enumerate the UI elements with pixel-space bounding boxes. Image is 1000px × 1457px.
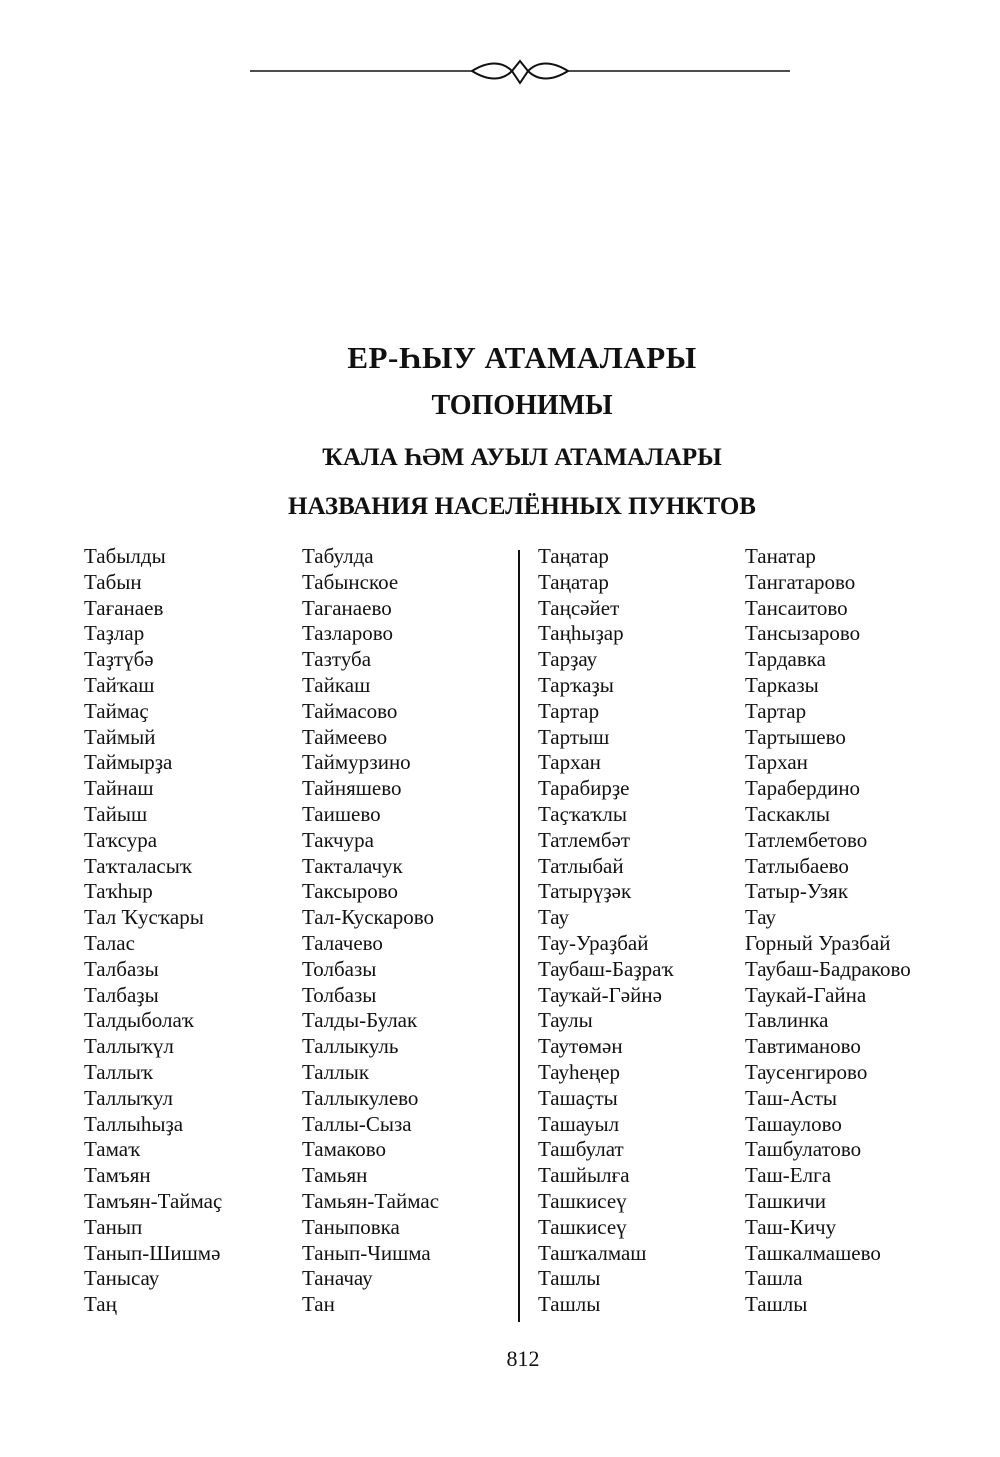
list-item: Таймаҫ xyxy=(84,698,149,723)
list-item: Таукай-Гайна xyxy=(745,982,867,1007)
list-item: Тавтиманово xyxy=(745,1034,861,1059)
list-item: Ташаҫты xyxy=(538,1085,618,1110)
list-item: Ташлы xyxy=(538,1266,601,1291)
list-item: Татлембәт xyxy=(538,827,631,852)
list-item: Талбаҙы xyxy=(84,982,159,1007)
list-item: Ташҡалмаш xyxy=(538,1240,647,1265)
list-item: Таймырҙа xyxy=(84,750,173,775)
list-item: Толбазы xyxy=(302,956,377,981)
list-item: Тайыш xyxy=(84,801,148,826)
list-item: Таш-Кичу xyxy=(745,1214,837,1239)
list-item: Таганаево xyxy=(302,595,392,620)
list-item: Таусенгирово xyxy=(745,1059,868,1084)
column-left-bashkir xyxy=(84,544,222,1318)
list-item: Таңһыҙар xyxy=(538,621,624,646)
list-item: Танысау xyxy=(84,1266,160,1291)
list-item: Тау xyxy=(745,905,777,930)
list-item: Таначау xyxy=(302,1266,373,1291)
list-item: Таллык xyxy=(302,1059,370,1084)
list-item: Тарҙау xyxy=(538,647,598,672)
list-item: Тайҡаш xyxy=(84,672,155,697)
list-item: Тазтуба xyxy=(302,647,372,672)
subtitle-bashkir: ҠАЛА ҺӘМ АУЫЛ АТАМАЛАРЫ xyxy=(322,444,722,471)
list-item: Талачево xyxy=(302,930,383,955)
list-item: Тангатарово xyxy=(745,569,856,594)
list-item: Тамьян xyxy=(302,1163,368,1188)
list-item: Тархан xyxy=(538,750,601,775)
list-item: Таллыҡ xyxy=(84,1059,153,1084)
list-item: Тарабердино xyxy=(745,776,861,801)
list-item: Таулы xyxy=(538,1008,593,1033)
list-item: Тартышево xyxy=(745,724,846,749)
column-divider xyxy=(518,550,520,1322)
list-item: Тарабирҙе xyxy=(538,776,630,801)
list-item: Ташйылға xyxy=(538,1163,630,1188)
list-item: Тамьян-Таймас xyxy=(302,1188,440,1213)
list-item: Таскаклы xyxy=(745,801,830,826)
list-item: Тайкаш xyxy=(302,672,371,697)
list-item: Талбазы xyxy=(84,956,159,981)
list-item: Тамаково xyxy=(302,1137,386,1162)
list-item: Ташауыл xyxy=(538,1111,620,1136)
list-item: Ташлы xyxy=(745,1292,808,1317)
list-item: Таҡһыр xyxy=(84,879,153,904)
list-item: Талас xyxy=(84,930,135,955)
list-item: Тартар xyxy=(538,698,600,723)
list-item: Таймурзино xyxy=(302,750,411,775)
list-item: Тан xyxy=(302,1292,335,1317)
list-item: Татлыбай xyxy=(538,853,624,878)
list-item: Таныповка xyxy=(302,1214,400,1239)
list-item: Таҙтүбә xyxy=(84,647,154,672)
list-item: Табулда xyxy=(302,544,374,568)
ornament-divider xyxy=(250,55,790,89)
list-item: Таймеево xyxy=(302,724,388,749)
list-item: Тау-Ураҙбай xyxy=(538,930,649,955)
list-item: Таишево xyxy=(302,801,381,826)
list-item: Тазларово xyxy=(302,621,393,646)
list-item: Татлыбаево xyxy=(745,853,849,878)
column-right-bashkir xyxy=(538,544,674,1318)
list-item: Тал Ҡусҡары xyxy=(84,905,204,930)
list-item: Тартыш xyxy=(538,724,610,749)
list-item: Тамаҡ xyxy=(84,1137,141,1162)
list-item: Ташлы xyxy=(538,1292,601,1317)
page-number: 812 xyxy=(506,1346,540,1371)
list-item: Татлембетово xyxy=(745,827,868,852)
list-item: Ташкисеү xyxy=(538,1214,627,1239)
list-item: Толбазы xyxy=(302,982,377,1007)
list-item: Тарказы xyxy=(745,672,819,697)
column-right-russian xyxy=(745,544,911,1318)
list-item: Таубаш-Баҙраҡ xyxy=(538,956,674,981)
list-item: Таллыкулево xyxy=(302,1085,419,1110)
list-item: Таллыкуль xyxy=(302,1034,399,1059)
list-item: Таҡсура xyxy=(84,827,158,852)
title-bashkir: ЕР-ҺЫУ АТАМАЛАРЫ xyxy=(347,340,697,375)
list-item: Татыр-Узяк xyxy=(745,879,849,904)
column-left-russian xyxy=(302,544,439,1318)
subtitle-russian: НАЗВАНИЯ НАСЕЛЁННЫХ ПУНКТОВ xyxy=(288,493,756,520)
list-item: Таҙлар xyxy=(84,621,145,646)
list-item: Таш-Асты xyxy=(745,1085,838,1110)
list-item: Такчура xyxy=(302,827,374,852)
list-item: Ташкисеү xyxy=(538,1188,627,1213)
list-item: Талды-Булак xyxy=(302,1008,418,1033)
list-item: Ташаулово xyxy=(745,1111,842,1136)
list-item: Таңатар xyxy=(538,544,609,568)
list-item: Тал-Кускарово xyxy=(302,905,435,930)
list-item: Тауһеңер xyxy=(538,1059,620,1084)
list-item: Таутөмән xyxy=(538,1034,623,1059)
list-item: Танатар xyxy=(745,544,816,568)
list-item: Тавлинка xyxy=(745,1008,829,1033)
list-item: Танып-Шишмә xyxy=(84,1240,221,1265)
list-item: Такталачук xyxy=(302,853,403,878)
list-item: Ташкичи xyxy=(745,1188,827,1213)
list-item: Тамъян-Таймаҫ xyxy=(84,1188,223,1213)
list-item: Тарҡаҙы xyxy=(538,672,614,697)
list-item: Танып-Чишма xyxy=(302,1240,431,1265)
list-item: Тайнаш xyxy=(84,776,154,801)
list-item: Ташбулатово xyxy=(745,1137,862,1162)
list-item: Тансаитово xyxy=(745,595,848,620)
list-item: Таллыҡул xyxy=(84,1085,173,1110)
title-russian: ТОПОНИМЫ xyxy=(431,390,613,421)
list-item: Тартар xyxy=(745,698,807,723)
list-item: Тансызарово xyxy=(745,621,861,646)
list-item: Таксырово xyxy=(302,879,399,904)
list-item: Танып xyxy=(84,1214,143,1239)
list-item: Табынское xyxy=(302,569,399,594)
list-item: Таллыһыҙа xyxy=(84,1111,184,1136)
list-item: Тархан xyxy=(745,750,808,775)
list-item: Тайняшево xyxy=(302,776,402,801)
list-item: Табылды xyxy=(84,544,166,568)
list-item: Ташла xyxy=(745,1266,803,1291)
list-item: Таубаш-Бадраково xyxy=(745,956,911,981)
list-item: Табын xyxy=(84,569,142,594)
list-item: Таңсәйет xyxy=(538,595,620,620)
list-item: Таллы-Сыза xyxy=(302,1111,412,1136)
list-item: Тауҡай-Гәйнә xyxy=(538,982,662,1007)
list-item: Таҡталасыҡ xyxy=(84,853,192,878)
list-item: Татырүҙәк xyxy=(538,879,632,904)
list-item: Таңатар xyxy=(538,569,609,594)
list-item: Горный Уразбай xyxy=(745,930,891,955)
list-item: Таймый xyxy=(84,724,156,749)
list-item: Тау xyxy=(538,905,570,930)
list-item: Ташбулат xyxy=(538,1137,624,1162)
list-item: Таҫҡаҡлы xyxy=(538,801,627,826)
list-item: Тардавка xyxy=(745,647,826,672)
list-item: Таймасово xyxy=(302,698,398,723)
list-item: Талдыболаҡ xyxy=(84,1008,194,1033)
list-item: Тамъян xyxy=(84,1163,151,1188)
list-item: Ташкалмашево xyxy=(745,1240,881,1265)
list-item: Таш-Елга xyxy=(745,1163,832,1188)
toponym-columns xyxy=(0,544,1000,1324)
list-item: Таллыҡүл xyxy=(84,1034,174,1059)
list-item: Таң xyxy=(84,1292,117,1317)
list-item: Тағанаев xyxy=(84,595,164,620)
